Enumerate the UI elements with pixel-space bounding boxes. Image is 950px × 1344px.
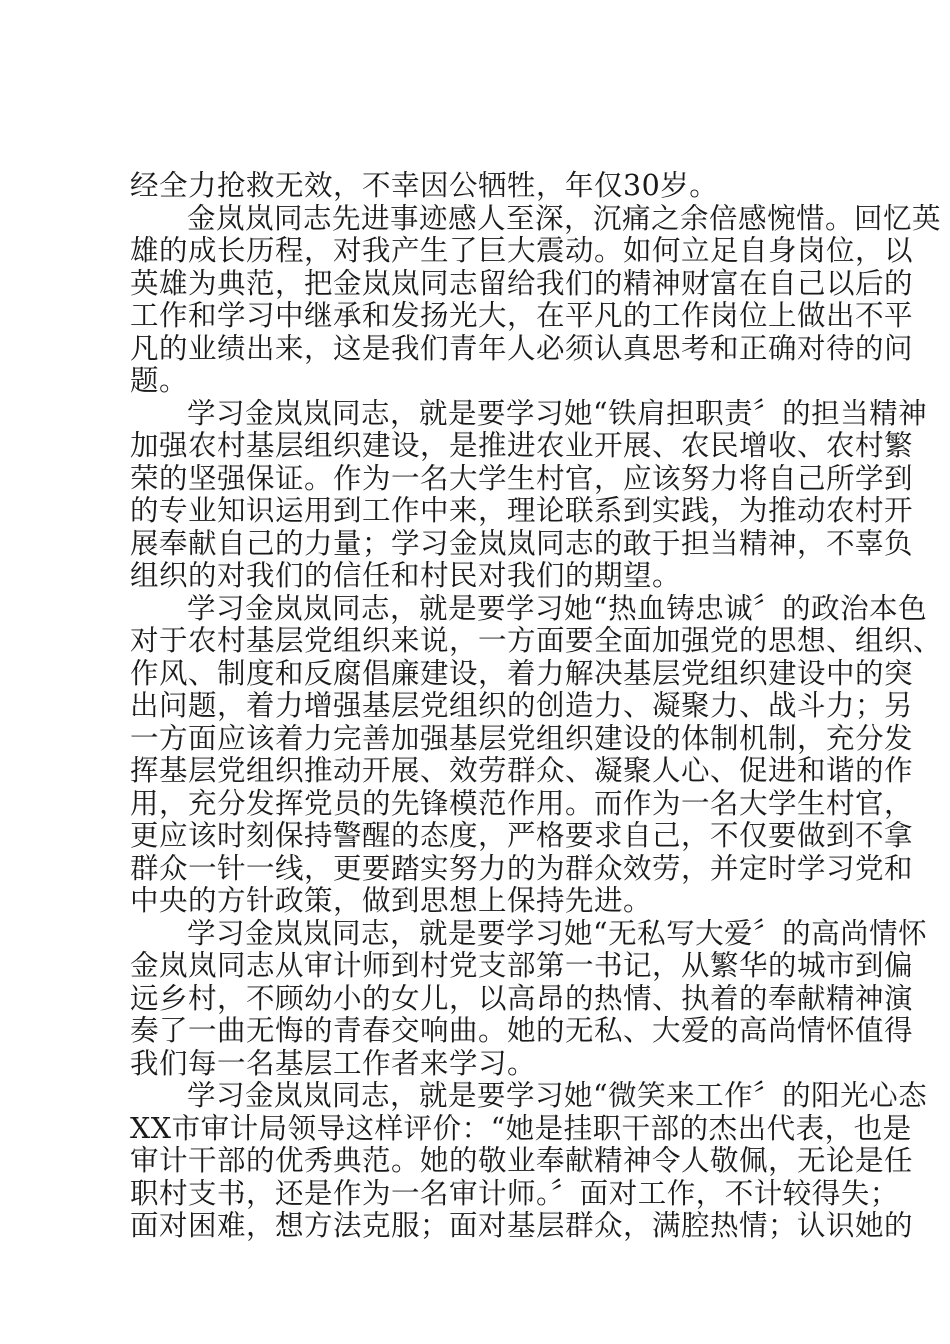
text-line: 加强农村基层组织建设，是推进农业开展、农民增收、农村繁	[130, 429, 914, 462]
text-line: 经全力抢救无效，不幸因公牺牲，年仅30岁。	[130, 169, 719, 202]
text-line: 职村支书，还是作为一名审计师。〞面对工作，不计较得失；	[130, 1176, 899, 1210]
text-line: 金岚岚同志先进事迹感人至深，沉痛之余倍感惋惜。回忆英	[187, 201, 942, 235]
text-line: 审计干部的优秀典范。她的敬业奉献精神令人敬佩，无论是任	[130, 1144, 914, 1177]
text-line: 中央的方针政策，做到思想上保持先进。	[130, 884, 653, 917]
text-line: 我们每一名基层工作者来学习。	[130, 1046, 537, 1080]
text-line: 远乡村，不顾幼小的女儿，以高昂的热情、执着的奉献精神演	[130, 981, 914, 1015]
text-line: XX市审计局领导这样评价：“她是挂职干部的杰出代表，也是	[130, 1111, 912, 1145]
paragraph-5	[130, 916, 928, 1081]
text-line: 学习金岚岚同志，就是要学习她“微笑来工作〞的阳光心态	[187, 1079, 928, 1112]
text-line: 更应该时刻保持警醒的态度，严格要求自己，不仅要做到不拿	[130, 819, 914, 852]
text-line: 组织的对我们的信任和村民对我们的期望。	[130, 559, 682, 592]
paragraph-6	[130, 1079, 928, 1243]
paragraph-1	[130, 170, 835, 203]
text-line: 展奉献自己的力量；学习金岚岚同志的敢于担当精神，不辜负	[130, 526, 914, 560]
text-line: 凡的业绩出来，这是我们青年人必须认真思考和正确对待的问	[130, 331, 914, 365]
text-line: 题。	[130, 364, 189, 397]
document-page	[130, 169, 943, 1243]
text-line: 用，充分发挥党员的先锋模范作用。而作为一名大学生村官，	[130, 786, 914, 820]
text-line: 的专业知识运用到工作中来，理论联系到实践，为推动农村开	[130, 494, 914, 527]
text-line: 一方面应该着力完善加强基层党组织建设的体制机制，充分发	[130, 721, 914, 755]
paragraph-4	[130, 591, 943, 918]
text-line: 出问题，着力增强基层党组织的创造力、凝聚力、战斗力；另	[130, 689, 914, 722]
text-line: 金岚岚同志从审计师到村党支部第一书记，从繁华的城市到偏	[130, 949, 914, 982]
text-line: 英雄为典范，把金岚岚同志留给我们的精神财富在自己以后的	[130, 266, 914, 300]
text-line: 荣的坚强保证。作为一名大学生村官，应该努力将自己所学到	[130, 461, 914, 495]
text-line: 工作和学习中继承和发扬光大，在平凡的工作岗位上做出不平	[130, 299, 914, 332]
text-line: 对于农村基层党组织来说，一方面要全面加强党的思想、组织、	[130, 624, 943, 657]
text-line: 群众一针一线，更要踏实努力的为群众效劳，并定时学习党和	[130, 851, 914, 885]
text-line: 雄的成长历程，对我产生了巨大震动。如何立足自身岗位，以	[130, 234, 914, 267]
text-line: 学习金岚岚同志，就是要学习她“铁肩担职责〞的担当精神	[187, 396, 928, 430]
text-line: 学习金岚岚同志，就是要学习她“热血铸忠诚〞的政治本色	[187, 591, 928, 625]
text-line: 面对困难，想方法克服；面对基层群众，满腔热情；认识她的	[130, 1209, 914, 1242]
text-line: 作风、制度和反腐倡廉建设，着力解决基层党组织建设中的突	[130, 656, 914, 690]
text-line: 学习金岚岚同志，就是要学习她“无私写大爱〞的高尚情怀	[187, 916, 928, 950]
paragraph-2	[130, 201, 942, 398]
paragraph-3	[130, 396, 928, 593]
text-line: 挥基层党组织推动开展、效劳群众、凝聚人心、促进和谐的作	[130, 754, 914, 787]
text-line: 奏了一曲无悔的青春交响曲。她的无私、大爱的高尚情怀值得	[130, 1014, 914, 1047]
